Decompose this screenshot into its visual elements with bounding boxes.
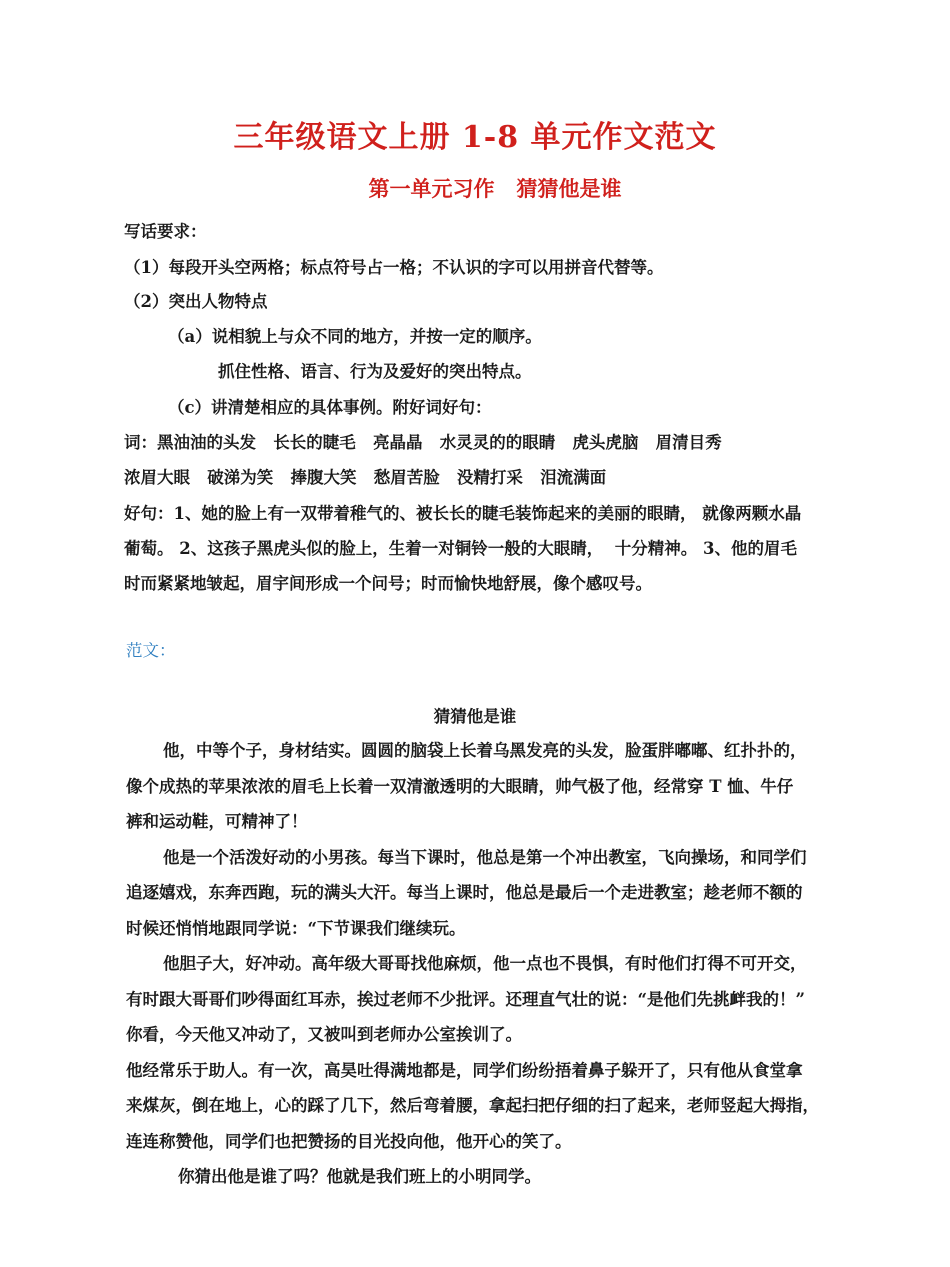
- requirement-2a: （a）说相貌上与众不同的地方，并按一定的顺序。: [168, 327, 542, 346]
- sample-essay-label: 范文：: [126, 641, 176, 660]
- essay-line: 追逐嬉戏，东奔西跑，玩的满头大汗。每当上课时，他总是最后一个走进教室；趁老师不额的: [126, 883, 803, 902]
- essay-line: 有时跟大哥哥们吵得面红耳赤，挨过老师不少批评。还理直气壮的说：“是他们先挑衅我的！”: [126, 990, 805, 1009]
- unit-subtitle: 第一单元习作 猜猜他是谁: [368, 176, 622, 201]
- essay-line: 他经常乐于助人。有一次，高昊吐得满地都是，同学们纷纷捂着鼻子躲开了，只有他从食堂拿: [126, 1061, 803, 1080]
- essay-line: 他胆子大，好冲动。高年级大哥哥找他麻烦，他一点也不畏惧，有时他们打得不可开交，: [163, 954, 807, 973]
- good-sentences-line-3: 时而紧紧地皱起，眉宇间形成一个问号；时而愉快地舒展，像个感叹号。: [124, 574, 652, 593]
- requirement-2: （2）突出人物特点: [124, 292, 268, 311]
- essay-line: 你看，今天他又冲动了，又被叫到老师办公室挨训了。: [126, 1025, 522, 1044]
- essay-line: 像个成热的苹果浓浓的眉毛上长着一双清澈透明的大眼睛，帅气极了他，经常穿 T 恤、牛仔: [126, 777, 794, 796]
- requirements-heading: 写话要求：: [124, 222, 207, 241]
- essay-line: 他，中等个子，身材结实。圆圆的脑袋上长着乌黑发亮的头发，脸蛋胖嘟嘟、红扑扑的，: [163, 741, 807, 760]
- requirement-2c: （c）讲清楚相应的具体事例。附好词好句：: [168, 398, 492, 417]
- document-title: 三年级语文上册 1-8 单元作文范文: [233, 120, 717, 155]
- good-words-line-1: 词：黑油油的头发 长长的睫毛 亮晶晶 水灵灵的的眼睛 虎头虎脑 眉清目秀: [124, 433, 722, 452]
- essay-title: 猜猜他是谁: [433, 707, 517, 726]
- essay-line: 时候还悄悄地跟同学说：“下节课我们继续玩。: [126, 919, 466, 938]
- essay-line: 他是一个活泼好动的小男孩。每当下课时，他总是第一个冲出教室，飞向操场，和同学们: [163, 848, 807, 867]
- requirement-1: （1）每段开头空两格；标点符号占一格；不认识的字可以用拼音代替等。: [124, 258, 664, 277]
- good-words-line-2: 浓眉大眼 破涕为笑 捧腹大笑 愁眉苦脸 没精打采 泪流满面: [124, 468, 607, 487]
- good-sentences-line-2: 葡萄。 2、这孩子黑虎头似的脸上，生着一对铜铃一般的大眼睛， 十分精神。 3、他的眉毛: [124, 539, 797, 558]
- essay-line: 来煤灰，倒在地上，心的踩了几下，然后弯着腰，拿起扫把仔细的扫了起来，老师竖起大拇指，: [126, 1096, 819, 1115]
- good-sentences-line-1: 好句：1、她的脸上有一双带着稚气的、被长长的睫毛装饰起来的美丽的眼睛， 就像两颗水晶: [124, 504, 802, 523]
- essay-line: 你猜出他是谁了吗？他就是我们班上的小明同学。: [178, 1167, 541, 1186]
- essay-line: 裤和运动鞋，可精神了！: [126, 812, 308, 831]
- requirement-2b: 抓住性格、语言、行为及爱好的突出特点。: [218, 362, 532, 381]
- essay-line: 连连称赞他，同学们也把赞扬的目光投向他，他开心的笑了。: [126, 1132, 572, 1151]
